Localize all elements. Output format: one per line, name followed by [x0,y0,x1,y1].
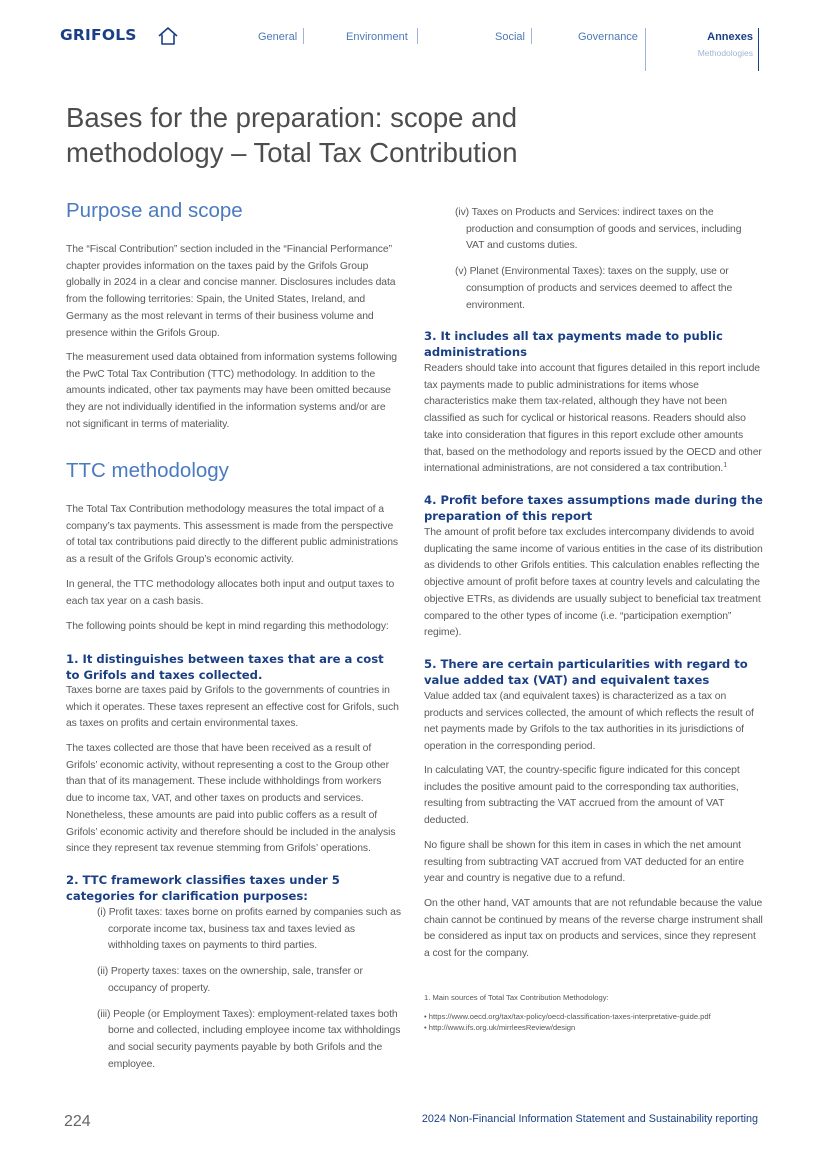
section-5-paragraph-2: In calculating VAT, the country-specific figure indicated for this concept includes the positive amount paid to the corresponding tax authorities, resulting from subtracting the VAT accrued from the amount of VAT deducted. [424,765,740,827]
footnote-link-2[interactable]: • http://www.ifs.org.uk/mirrleesReview/design [424,1023,576,1032]
footer-report-title: 2024 Non-Financial Information Statement and Sustainability reporting [421,1113,758,1125]
nav-divider [645,28,646,71]
purpose-heading: Purpose and scope [66,199,243,222]
nav-annexes-sub[interactable]: Methodologies [697,48,753,58]
footnote-link-1-text[interactable]: https://www.oecd.org/tax/tax-policy/oecd-classification-taxes-interpretative-guide.pdf [428,1012,711,1021]
section-3-paragraph [424,361,764,478]
ttc-paragraph-3: The following points should be kept in mind regarding this methodology: [66,621,389,632]
page-number: 224 [64,1113,91,1130]
section-3-heading: 3. It includes all tax payments made to public administrations [424,329,723,359]
section-3-text: Readers should take into account that figures detailed in this report include tax payments made to public administrations for items whose characteristics make them tax-related, although they have not been classified as such for cyclical or historical reasons. Readers should also take into consideration that figures in this report exclude other amounts that, based on the methodology and reports issued by the OECD and other international administrations, are not considered a tax contribution. [424,363,762,475]
footnote-ref-1[interactable]: 1 [723,462,728,470]
section-4-paragraph: The amount of profit before tax excludes intercompany dividends to avoid duplicating the same income of various entities in the case of its distribution as dividends to other Grifols entities. This calculation enables reflecting the objective amount of profit before taxes at country levels and calculating the objective ETRs, as dividends are usually subject to beneficial tax treatment compared to the other types of income (i.e. “participation exemption” regime). [424,527,763,639]
section-5-paragraph-4: On the other hand, VAT amounts that are not refundable because the value chain cannot be continued by means of the reverse charge instrument shall be considered as input tax on products and services, since they represent a cost for the company. [424,898,763,960]
section-5-paragraph-1: Value added tax (and equivalent taxes) is characterized as a tax on products and services collected, the amount of which reflects the result of net payments made by Grifols to the tax authorities in its jurisdictions of operation in the corresponding period. [424,691,754,753]
nav-social[interactable]: Social [495,31,525,43]
footnote-link-1[interactable]: • https://www.oecd.org/tax/tax-policy/oecd-classification-taxes-interpretative-guide.pdf [424,1012,711,1021]
page-title-line2: methodology – Total Tax Contribution [66,136,518,168]
nav-environment[interactable]: Environment [346,31,408,43]
section-1-paragraph-1: Taxes borne are taxes paid by Grifols to the governments of countries in which it operates. These taxes represent an effective cost for Grifols, such as taxes on profits and certain environmental taxes. [66,685,399,730]
nav-annexes[interactable]: Annexes [707,31,753,43]
tax-category-item: (iii) People (or Employment Taxes): employment-related taxes both borne and collected, including employee income tax withholdings and social security payments payable by both Grifols and the employee. [97,1008,401,1070]
ttc-heading: TTC methodology [66,459,229,482]
nav-governance[interactable]: Governance [578,31,638,43]
section-1-paragraph-2: The taxes collected are those that have been received as a result of Grifols’ economic activity, without representing a cost to the Group other than that of its management. These include withholdings from workers due to income tax, VAT, and other taxes on products and services. Nonetheless, these amounts are paid into public coffers as a result of Grifols’ economic activity and therefore should be included in the analysis since they represent tax revenue stemming from Grifols’ operations. [66,743,396,855]
section-5-heading: 5. There are certain particularities with regard to value added tax (VAT) and equivalent taxes [424,657,748,687]
tax-category-item: (ii) Property taxes: taxes on the ownership, sale, transfer or occupancy of property. [97,966,363,994]
page-title-line1: Bases for the preparation: scope and [66,102,517,133]
nav-active-divider [758,28,759,71]
purpose-paragraph-2: The measurement used data obtained from information systems following the PwC Total Tax Contribution (TTC) methodology. In addition to the amounts indicated, other tax payments may have been omitted because they are not individually identified in the information systems and/or are not significant in terms of materiality. [66,352,397,430]
grifols-logo[interactable]: GRIFOLS [60,26,137,44]
section-2-heading: 2. TTC framework classifies taxes under 5 categories for clarification purposes: [66,873,340,903]
tax-category-item: (i) Profit taxes: taxes borne on profits earned by companies such as corporate income tax, business tax and taxes levied as withholding taxes on payments to third parties. [97,907,401,952]
tax-category-item: (iv) Taxes on Products and Services: indirect taxes on the production and consumption of goods and services, including VAT and customs duties. [455,207,742,252]
tax-category-list [97,905,402,1073]
purpose-paragraph-1: The “Fiscal Contribution” section included in the “Financial Performance” chapter provides information on the taxes paid by the Grifols Group globally in 2024 in a clear and concise manner. Disclosures includes data from the following territories: Spain, the United States, Ireland, and Germany as the most relevant in terms of their business volume and presence within the Grifols Group. [66,244,396,339]
footnote-link-2-text[interactable]: http://www.ifs.org.uk/mirrleesReview/design [428,1023,576,1032]
nav-divider [531,28,532,44]
ttc-paragraph-2: In general, the TTC methodology allocates both input and output taxes to each tax year on a cash basis. [66,579,395,607]
home-icon[interactable] [157,26,179,46]
ttc-paragraph-1: The Total Tax Contribution methodology measures the total impact of a company’s tax payments. This assessment is made from the perspective of total tax contributions paid directly to the different public administrations as a result of the Grifols Group’s economic activity. [66,504,398,566]
tax-category-list-continued [455,205,760,314]
footnote-title: 1. Main sources of Total Tax Contribution Methodology: [424,993,609,1002]
nav-divider [417,28,418,44]
nav-general[interactable]: General [258,31,298,43]
section-5-paragraph-3: No figure shall be shown for this item in cases in which the net amount resulting from subtracting VAT accrued from VAT deducted for an entire year and country is negative due to a refund. [424,840,744,885]
section-1-heading: 1. It distinguishes between taxes that are a cost to Grifols and taxes collected. [66,652,384,682]
nav-divider [303,28,304,44]
page-title [66,101,686,170]
tax-category-item: (v) Planet (Environmental Taxes): taxes on the supply, use or consumption of products and services deemed to affect the environment. [455,266,733,311]
section-4-heading: 4. Profit before taxes assumptions made during the preparation of this report [424,493,763,523]
